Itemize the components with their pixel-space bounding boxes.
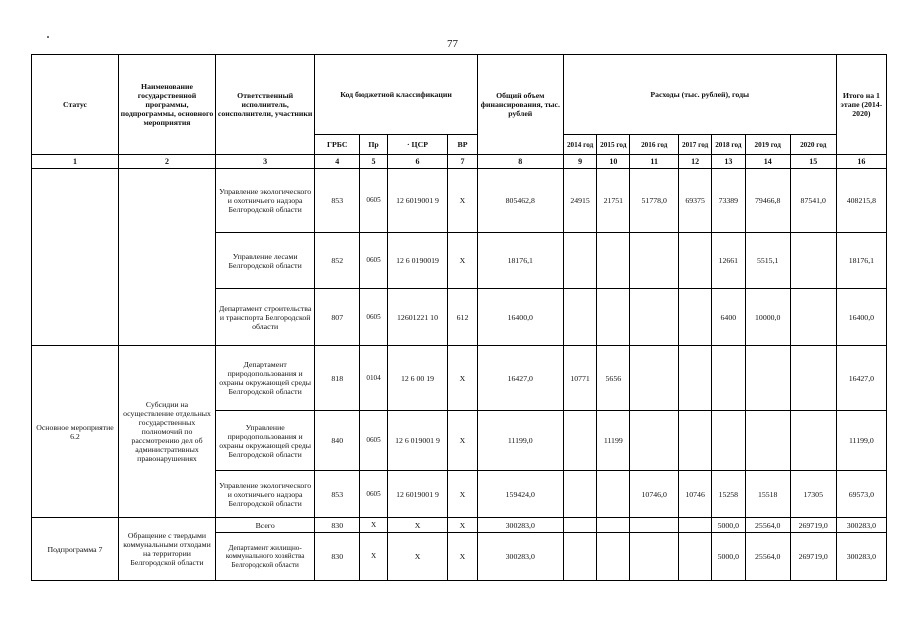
executor-cell: Департамент жилищно-коммунального хозяйства Белгородской области bbox=[216, 533, 315, 581]
year-2020-cell: 87541,0 bbox=[790, 169, 836, 233]
column-number: 12 bbox=[679, 155, 712, 169]
pr-cell: 0104 bbox=[360, 346, 388, 411]
table-row bbox=[32, 518, 887, 533]
year-2020-cell: 17305 bbox=[790, 471, 836, 518]
year-2014-cell bbox=[563, 289, 597, 346]
header-status: Статус bbox=[32, 55, 119, 155]
header-year: 2020 год bbox=[790, 135, 836, 155]
csr-cell: Х bbox=[387, 533, 447, 581]
column-number: 7 bbox=[448, 155, 478, 169]
year-2014-cell bbox=[563, 233, 597, 289]
header-year: 2018 год bbox=[711, 135, 745, 155]
csr-cell: 12 6 0190019 bbox=[387, 233, 447, 289]
year-2014-cell bbox=[563, 411, 597, 471]
column-number: 11 bbox=[630, 155, 679, 169]
grbs-cell: 807 bbox=[315, 289, 360, 346]
stage-total-cell: 300283,0 bbox=[836, 533, 886, 581]
header-grbs: ГРБС bbox=[315, 135, 360, 155]
total-cell: 16400,0 bbox=[477, 289, 563, 346]
pr-cell: 0605 bbox=[360, 169, 388, 233]
budget-table bbox=[31, 54, 887, 581]
year-2017-cell bbox=[679, 518, 712, 533]
vr-cell: Х bbox=[448, 471, 478, 518]
vr-cell: Х bbox=[448, 533, 478, 581]
subprogram-name: Обращение с твердыми коммунальными отходами на территории Белгородской области bbox=[118, 518, 215, 581]
total-cell: 18176,1 bbox=[477, 233, 563, 289]
year-2019-cell: 5515,1 bbox=[745, 233, 790, 289]
year-2019-cell: 10000,0 bbox=[745, 289, 790, 346]
year-2014-cell bbox=[563, 518, 597, 533]
year-2014-cell: 10771 bbox=[563, 346, 597, 411]
year-2017-cell bbox=[679, 411, 712, 471]
header-expenses: Расходы (тыс. рублей), годы bbox=[563, 55, 836, 135]
year-2019-cell: 25564,0 bbox=[745, 518, 790, 533]
year-2018-cell: 73389 bbox=[711, 169, 745, 233]
grbs-cell: 818 bbox=[315, 346, 360, 411]
header-total-volume: Общий объем финансирования, тыс. рублей bbox=[477, 55, 563, 155]
vr-cell: Х bbox=[448, 169, 478, 233]
year-2016-cell bbox=[630, 411, 679, 471]
vr-cell: Х bbox=[448, 346, 478, 411]
column-number: 9 bbox=[563, 155, 597, 169]
year-2017-cell bbox=[679, 289, 712, 346]
csr-cell: 12 6 00 19 bbox=[387, 346, 447, 411]
column-number: 3 bbox=[216, 155, 315, 169]
stage-total-cell: 11199,0 bbox=[836, 411, 886, 471]
stage-total-cell: 300283,0 bbox=[836, 518, 886, 533]
year-2018-cell: 12661 bbox=[711, 233, 745, 289]
column-number: 5 bbox=[360, 155, 388, 169]
pr-cell: 0605 bbox=[360, 289, 388, 346]
grbs-cell: 840 bbox=[315, 411, 360, 471]
csr-cell: 12 6019001 9 bbox=[387, 471, 447, 518]
year-2016-cell bbox=[630, 233, 679, 289]
grbs-cell: 852 bbox=[315, 233, 360, 289]
year-2019-cell: 25564,0 bbox=[745, 533, 790, 581]
column-number: 14 bbox=[745, 155, 790, 169]
year-2015-cell bbox=[597, 518, 630, 533]
year-2019-cell bbox=[745, 346, 790, 411]
vr-cell: 612 bbox=[448, 289, 478, 346]
total-cell: 300283,0 bbox=[477, 518, 563, 533]
year-2020-cell bbox=[790, 411, 836, 471]
year-2016-cell bbox=[630, 518, 679, 533]
year-2019-cell: 79466,8 bbox=[745, 169, 790, 233]
column-number: 16 bbox=[836, 155, 886, 169]
vr-cell: Х bbox=[448, 518, 478, 533]
header-budget-code: Код бюджетной классификации bbox=[315, 55, 478, 135]
grbs-cell: 830 bbox=[315, 533, 360, 581]
table-row bbox=[32, 346, 887, 411]
column-number: 13 bbox=[711, 155, 745, 169]
header-year: 2017 год bbox=[679, 135, 712, 155]
page-number: 77 bbox=[447, 38, 458, 50]
header-year: 2015 год bbox=[597, 135, 630, 155]
stage-total-cell: 16427,0 bbox=[836, 346, 886, 411]
year-2014-cell bbox=[563, 533, 597, 581]
empty-status-cell bbox=[32, 169, 119, 346]
grbs-cell: 830 bbox=[315, 518, 360, 533]
header-year: 2019 год bbox=[745, 135, 790, 155]
empty-name-cell bbox=[118, 169, 215, 346]
year-2020-cell: 269719,0 bbox=[790, 518, 836, 533]
executor-cell: Департамент природопользования и охраны окружающей среды Белгородской области bbox=[216, 346, 315, 411]
total-cell: 159424,0 bbox=[477, 471, 563, 518]
scan-dot-mark bbox=[47, 36, 49, 38]
csr-cell: 12 6 019001 9 bbox=[387, 411, 447, 471]
year-2019-cell bbox=[745, 411, 790, 471]
total-cell: 11199,0 bbox=[477, 411, 563, 471]
column-number: 6 bbox=[387, 155, 447, 169]
column-number-row bbox=[32, 155, 887, 169]
year-2016-cell: 10746,0 bbox=[630, 471, 679, 518]
year-2016-cell bbox=[630, 533, 679, 581]
year-2014-cell bbox=[563, 471, 597, 518]
executor-cell: Управление природопользования и охраны окружающей среды Белгородской области bbox=[216, 411, 315, 471]
year-2017-cell bbox=[679, 233, 712, 289]
year-2017-cell: 10746 bbox=[679, 471, 712, 518]
column-number: 8 bbox=[477, 155, 563, 169]
total-cell: 805462,8 bbox=[477, 169, 563, 233]
executor-cell: Управление экологического и охотничьего надзора Белгородской области bbox=[216, 471, 315, 518]
column-number: 2 bbox=[118, 155, 215, 169]
year-2018-cell: 6400 bbox=[711, 289, 745, 346]
vr-cell: Х bbox=[448, 411, 478, 471]
column-number: 4 bbox=[315, 155, 360, 169]
year-2020-cell bbox=[790, 346, 836, 411]
stage-total-cell: 16400,0 bbox=[836, 289, 886, 346]
year-2017-cell: 69375 bbox=[679, 169, 712, 233]
year-2017-cell bbox=[679, 346, 712, 411]
year-2015-cell bbox=[597, 233, 630, 289]
pr-cell: 0605 bbox=[360, 411, 388, 471]
header-executor: Ответственный исполнитель, соисполнители, участники bbox=[216, 55, 315, 155]
executor-cell: Управление экологического и охотничьего надзора Белгородской области bbox=[216, 169, 315, 233]
stage-total-cell: 69573,0 bbox=[836, 471, 886, 518]
total-cell: 300283,0 bbox=[477, 533, 563, 581]
header-pr: Пр bbox=[360, 135, 388, 155]
header-vr: ВР bbox=[448, 135, 478, 155]
year-2015-cell bbox=[597, 471, 630, 518]
header-csr: · ЦСР bbox=[387, 135, 447, 155]
main-event-status: Основное мероприятие 6.2 bbox=[32, 346, 119, 518]
year-2014-cell: 24915 bbox=[563, 169, 597, 233]
year-2016-cell bbox=[630, 289, 679, 346]
csr-cell: 12 6019001 9 bbox=[387, 169, 447, 233]
year-2020-cell bbox=[790, 289, 836, 346]
vr-cell: Х bbox=[448, 233, 478, 289]
pr-cell: Х bbox=[360, 533, 388, 581]
executor-cell: Департамент строительства и транспорта Белгородской области bbox=[216, 289, 315, 346]
csr-cell: Х bbox=[387, 518, 447, 533]
pr-cell: 0605 bbox=[360, 471, 388, 518]
year-2015-cell: 5656 bbox=[597, 346, 630, 411]
pr-cell: Х bbox=[360, 518, 388, 533]
header-program-name: Наименование государственной программы, подпрограммы, основного мероприятия bbox=[118, 55, 215, 155]
year-2018-cell bbox=[711, 346, 745, 411]
grbs-cell: 853 bbox=[315, 169, 360, 233]
column-number: 15 bbox=[790, 155, 836, 169]
csr-cell: 12601221 10 bbox=[387, 289, 447, 346]
header-year: 2014 год bbox=[563, 135, 597, 155]
year-2018-cell: 5000,0 bbox=[711, 518, 745, 533]
executor-cell: Управление лесами Белгородской области bbox=[216, 233, 315, 289]
total-cell: 16427,0 bbox=[477, 346, 563, 411]
year-2015-cell bbox=[597, 533, 630, 581]
main-event-name: Субсидии на осуществление отдельных государственных полномочий по рассмотрению дел об административных правонарушениях bbox=[118, 346, 215, 518]
table-row bbox=[32, 169, 887, 233]
column-number: 10 bbox=[597, 155, 630, 169]
pr-cell: 0605 bbox=[360, 233, 388, 289]
stage-total-cell: 408215,8 bbox=[836, 169, 886, 233]
executor-cell: Всего bbox=[216, 518, 315, 533]
year-2020-cell bbox=[790, 233, 836, 289]
year-2016-cell bbox=[630, 346, 679, 411]
year-2016-cell: 51778,0 bbox=[630, 169, 679, 233]
year-2015-cell bbox=[597, 289, 630, 346]
header-row-top bbox=[32, 55, 887, 135]
grbs-cell: 853 bbox=[315, 471, 360, 518]
column-number: 1 bbox=[32, 155, 119, 169]
year-2019-cell: 15518 bbox=[745, 471, 790, 518]
subprogram-status: Подпрограмма 7 bbox=[32, 518, 119, 581]
year-2018-cell: 15258 bbox=[711, 471, 745, 518]
header-year: 2016 год bbox=[630, 135, 679, 155]
year-2018-cell: 5000,0 bbox=[711, 533, 745, 581]
year-2018-cell bbox=[711, 411, 745, 471]
year-2015-cell: 21751 bbox=[597, 169, 630, 233]
year-2015-cell: 11199 bbox=[597, 411, 630, 471]
header-stage-total: Итого на 1 этапе (2014-2020) bbox=[836, 55, 886, 155]
year-2017-cell bbox=[679, 533, 712, 581]
year-2020-cell: 269719,0 bbox=[790, 533, 836, 581]
stage-total-cell: 18176,1 bbox=[836, 233, 886, 289]
